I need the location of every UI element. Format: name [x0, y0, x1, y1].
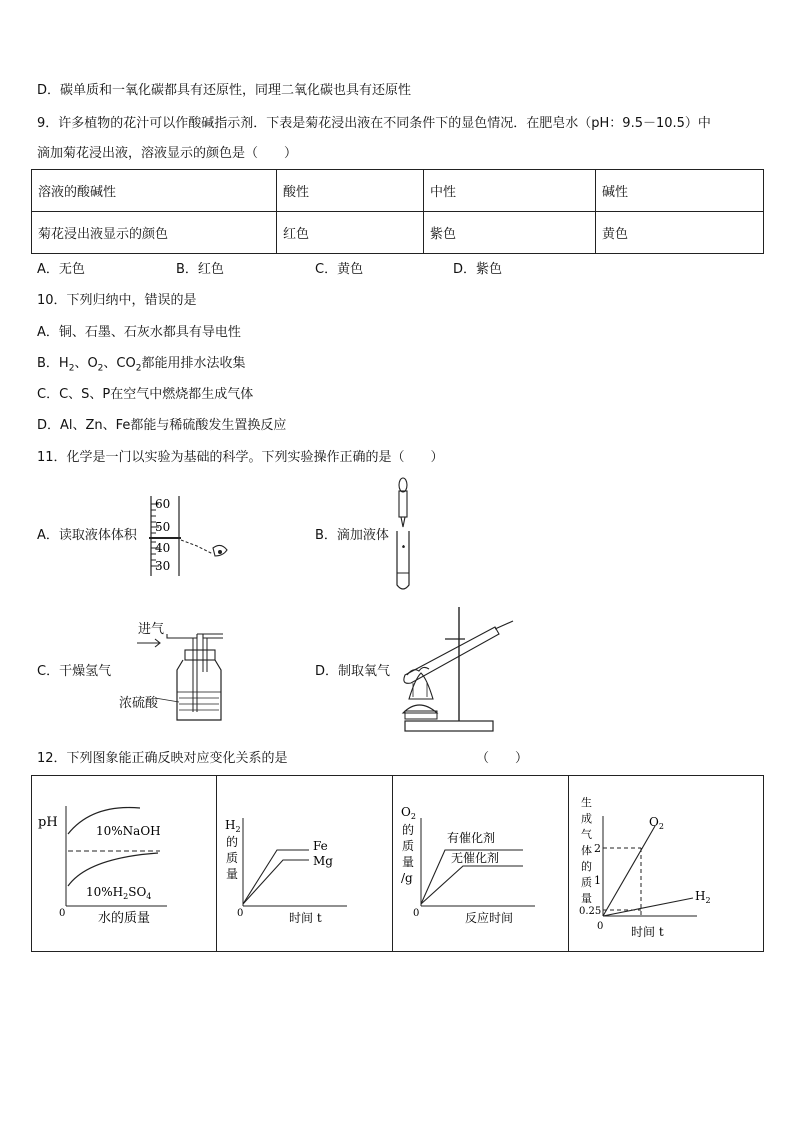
y-label-char: 体 — [581, 844, 592, 857]
o2-series-label: $O_2$ — [649, 815, 664, 831]
y-label-char: 的 — [226, 835, 239, 849]
q9-stem-line1: 9．许多植物的花汁可以作酸碱指示剂．下表是菊花浸出液在不同条件下的显色情况．在肥皂水（pH：9.5－10.5）中 — [37, 116, 711, 131]
table-cell: 菊花浸出液显示的颜色 — [32, 212, 277, 254]
x-axis-label: 反应时间 — [465, 911, 514, 925]
y-tick-label: 0.25 — [579, 906, 602, 917]
cylinder-tick-label: 60 — [155, 497, 171, 511]
q12-stem: 12．下列图象能正确反映对应变化关系的是 — [37, 751, 288, 766]
table-row — [32, 212, 764, 254]
subscript: 2 — [135, 363, 142, 374]
origin-label: 0 — [59, 908, 66, 919]
q10-option-c: C．C、S、P在空气中燃烧都生成气体 — [37, 387, 254, 402]
table-cell: 紫色 — [424, 212, 596, 254]
origin-label: 0 — [237, 908, 244, 919]
cylinder-tick-label: 50 — [155, 520, 171, 534]
y-tick-label: 2 — [594, 842, 601, 855]
oxygen-generation-apparatus-figure — [395, 603, 520, 738]
dropper-and-test-tube-figure — [388, 475, 422, 595]
graph-h2-metals — [217, 776, 393, 951]
h2-mass-chart — [217, 776, 393, 951]
table-cell: 酸性 — [277, 170, 424, 212]
mg-series-label: Mg — [313, 854, 333, 868]
y-label-char: 的 — [402, 823, 415, 837]
graph-electrolysis — [569, 776, 763, 951]
y-label-char: 量 — [581, 892, 592, 905]
q12-graph-options — [31, 775, 764, 952]
q11-stem: 11．化学是一门以实验为基础的科学。下列实验操作正确的是（ ） — [37, 450, 444, 465]
y-label-char: 的 — [581, 860, 592, 873]
o2-mass-chart — [393, 776, 569, 951]
table-cell: 红色 — [277, 212, 424, 254]
y-label-char: 生 — [581, 796, 592, 809]
origin-label: 0 — [597, 921, 604, 932]
y-label-char: 量 — [226, 867, 239, 881]
q9-option-b: B．红色 — [176, 262, 224, 277]
subscript: 2 — [68, 363, 75, 374]
q9-option-d: D．紫色 — [453, 262, 503, 277]
text-run: 、O — [74, 356, 98, 371]
text-run: B．H — [37, 356, 69, 371]
x-axis-label: 时间 t — [631, 925, 664, 939]
without-catalyst-label: 无催化剂 — [451, 851, 500, 865]
cylinder-tick-label: 30 — [155, 559, 171, 573]
table-cell: 溶液的酸碱性 — [32, 170, 277, 212]
q12-answer-paren: （ ） — [476, 751, 529, 766]
h2so4-series-label: $10\%H_2SO_4$ — [86, 885, 152, 901]
q9-option-a: A．无色 — [37, 262, 85, 277]
graph-ph — [32, 776, 217, 951]
naoh-series-label: 10%NaOH — [96, 824, 161, 838]
y-label-char: 成 — [581, 812, 592, 825]
table-cell: 碱性 — [596, 170, 764, 212]
origin-label: 0 — [413, 908, 420, 919]
gas-inlet-label: 进气 — [138, 622, 165, 637]
x-axis-label: 时间 t — [289, 911, 322, 925]
q10-option-d: D．Al、Zn、Fe都能与稀硫酸发生置换反应 — [37, 418, 287, 433]
q11-option-c-label: C．干燥氢气 — [37, 664, 112, 679]
q11-option-d-label: D．制取氧气 — [315, 664, 391, 679]
gas-drying-bottle-figure — [135, 632, 230, 728]
ph-chart — [32, 776, 217, 951]
cylinder-tick-label: 40 — [155, 541, 171, 555]
table-cell: 中性 — [424, 170, 596, 212]
fe-series-label: Fe — [313, 839, 328, 853]
y-tick-label: 1 — [594, 874, 601, 887]
y-label-char: 质 — [581, 876, 592, 889]
text-run: 都能用排水法收集 — [141, 356, 246, 371]
table-cell: 黄色 — [596, 212, 764, 254]
q10-stem: 10．下列归纳中，错误的是 — [37, 293, 197, 308]
q10-option-b — [37, 355, 245, 378]
q9-stem-line2: 滴加菊花浸出液，溶液显示的颜色是（ ） — [37, 146, 298, 161]
q9-color-table — [31, 169, 764, 254]
y-label-char: 量 — [402, 855, 415, 869]
sulfuric-acid-label: 浓硫酸 — [119, 696, 159, 711]
graduated-cylinder-figure — [145, 492, 245, 578]
y-label-o2: $O_2$ — [401, 805, 416, 821]
table-row — [32, 170, 764, 212]
q10-option-a: A．铜、石墨、石灰水都具有导电性 — [37, 325, 241, 340]
x-axis-label: 水的质量 — [98, 911, 151, 926]
y-label-char: 质 — [226, 851, 239, 865]
with-catalyst-label: 有催化剂 — [447, 831, 496, 845]
graph-o2-catalyst — [393, 776, 569, 951]
gas-mass-chart — [569, 776, 763, 951]
q11-option-b-label: B．滴加液体 — [315, 528, 389, 543]
text-run: 、CO — [103, 356, 136, 371]
q8-option-d: D．碳单质和一氧化碳都具有还原性，同理二氧化碳也具有还原性 — [37, 83, 412, 98]
h2-series-label: $H_2$ — [695, 889, 711, 905]
subscript: 2 — [97, 363, 104, 374]
q9-option-c: C．黄色 — [315, 262, 364, 277]
y-label-unit: /g — [401, 871, 413, 885]
y-label-h2: $H_2$ — [225, 818, 241, 834]
y-label-char: 质 — [402, 839, 415, 853]
ph-y-label: pH — [38, 815, 58, 830]
q11-option-a-label: A．读取液体体积 — [37, 528, 137, 543]
y-label-char: 气 — [581, 828, 592, 841]
